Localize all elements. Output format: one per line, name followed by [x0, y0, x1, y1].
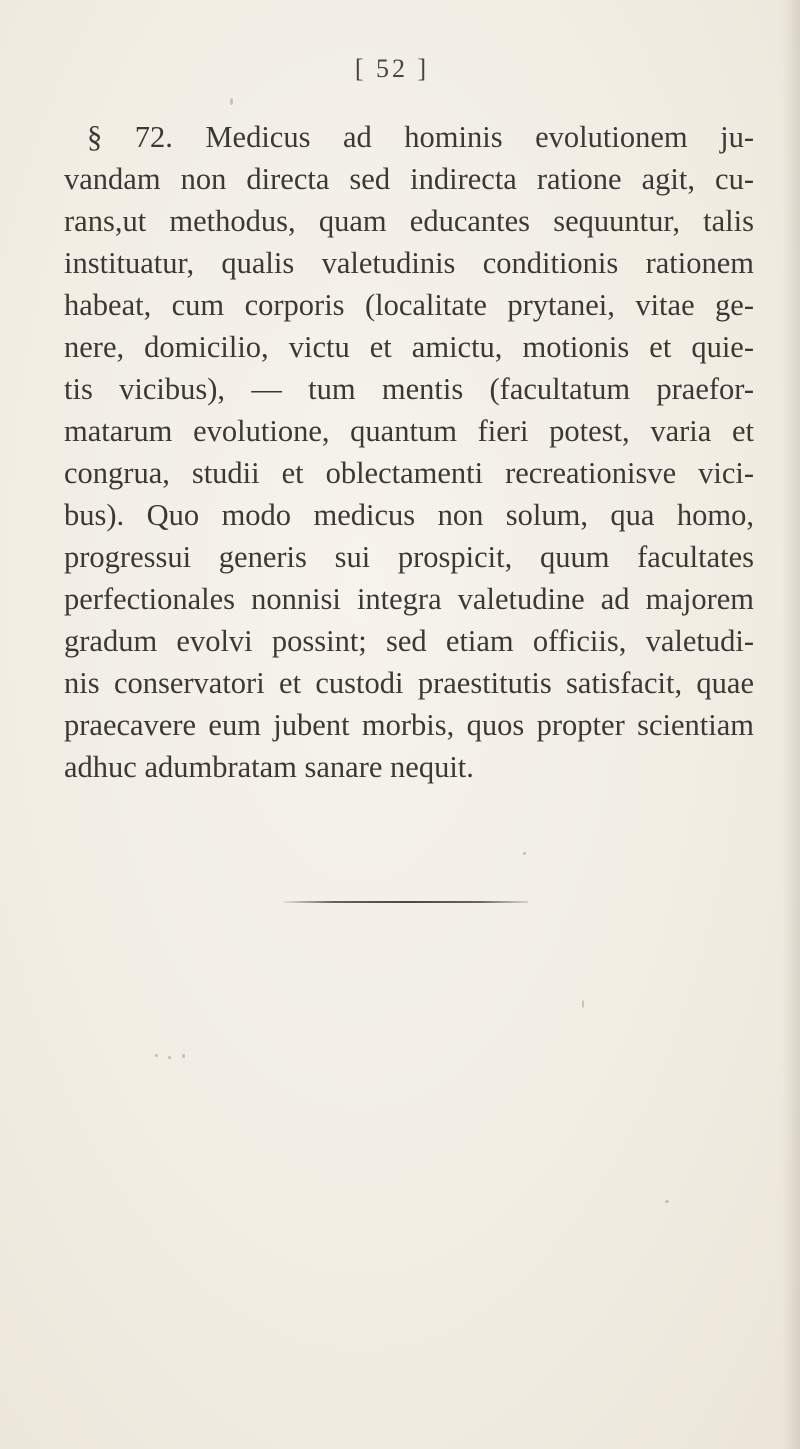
text-line: progressui generis sui prospicit, quum facultates	[64, 540, 754, 574]
text-line: nere, domicilio, victu et amictu, motionis et quie-	[64, 330, 754, 364]
paper-speck	[168, 1056, 171, 1059]
text-line: bus). Quo modo medicus non solum, qua homo,	[64, 498, 754, 532]
text-line: § 72. Medicus ad hominis evolutionem ju-	[87, 120, 754, 154]
text-line: tis vicibus), — tum mentis (facultatum praefor-	[64, 372, 754, 406]
text-line: matarum evolutione, quantum fieri potest, varia et	[64, 414, 754, 448]
paper-speck	[155, 1054, 158, 1057]
text-line: instituatur, qualis valetudinis conditionis rationem	[64, 246, 754, 280]
text-line: habeat, cum corporis (localitate prytanei, vitae ge-	[64, 288, 754, 322]
end-rule	[284, 901, 528, 903]
paper-speck	[523, 852, 526, 855]
paper-speck	[182, 1054, 185, 1058]
text-line: nis conservatori et custodi praestitutis satisfacit, quae	[64, 666, 754, 700]
text-line: adhuc adumbratam sanare nequit.	[64, 750, 474, 784]
paper-speck	[665, 1200, 669, 1203]
text-line: gradum evolvi possint; sed etiam officiis, valetudi-	[64, 624, 754, 658]
text-line: rans,ut methodus, quam educantes sequuntur, talis	[64, 204, 754, 238]
page-number: [ 52 ]	[354, 54, 430, 83]
text-line: perfectionales nonnisi integra valetudine ad majorem	[64, 582, 754, 616]
paper-speck	[230, 98, 233, 105]
text-line: vandam non directa sed indirecta ratione agit, cu-	[64, 162, 754, 196]
text-line: praecavere eum jubent morbis, quos propter scientiam	[64, 708, 754, 742]
text-line: congrua, studii et oblectamenti recreationisve vici-	[64, 456, 754, 490]
page-edge-shadow	[782, 0, 800, 1449]
paragraph-section-72	[64, 116, 754, 788]
paper-speck	[582, 1000, 584, 1008]
